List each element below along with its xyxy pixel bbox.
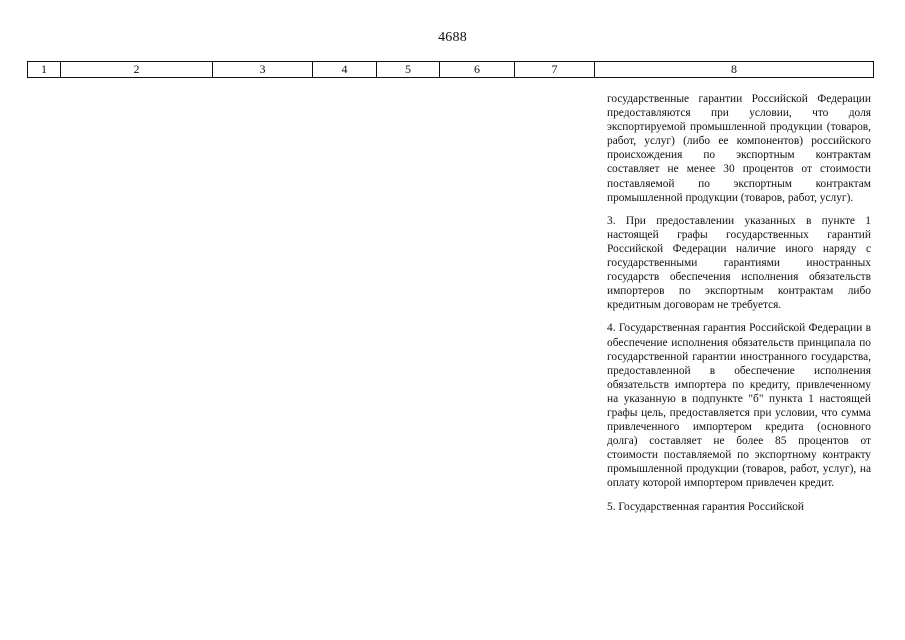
- column-number-6: 6: [440, 62, 515, 77]
- column-number-7: 7: [515, 62, 595, 77]
- column-number-8: 8: [731, 62, 737, 76]
- column-number-5: 5: [377, 62, 440, 77]
- page-number: 4688: [438, 30, 467, 45]
- column-number-2: 2: [61, 62, 213, 77]
- paragraph-item-5: 5. Государственная гарантия Российской: [607, 500, 804, 513]
- paragraph-item-4: 4. Государственная гарантия Российской Федерации в обеспечение исполнения обязательств принципала по государственной гарантии иностранного государства, предоставленной в обеспечение исполнения обязательств импортера по кредиту, привлеченному на указанную в подпункте "б" пункта 1 настоящей графы цель, предоставляется при условии, что сумма привлеченного импортером кредита (основного долга) составляет не более 85 процентов от стоимости поставляемой по экспортному контракту промышленной продукции (товаров, работ, услуг), на оплату которой импортером привлечен кредит.: [607, 322, 871, 490]
- column-8-text: [607, 92, 871, 523]
- table-column-header: [27, 61, 874, 78]
- paragraph-item-3: 3. При предоставлении указанных в пункте 1 настоящей графы государственных гарантий Российской Федерации наличие иного наряду с государственными гарантиями иностранных государств обеспечения исполнения обязательств импортеров по экспортным контрактам либо кредитным договорам не требуется.: [607, 214, 871, 312]
- column-number-4: 4: [313, 62, 377, 77]
- column-number-3: 3: [213, 62, 313, 77]
- paragraph-continuation: государственные гарантии Российской Федерации предоставляются при условии, что доля экспортируемой промышленной продукции (товаров, работ, услуг) (либо ее компонентов) российского происхождения по экспортным контрактам составляет не менее 30 процентов от стоимости поставляемой по экспортным контрактам промышленной продукции (товаров, работ, услуг).: [607, 93, 871, 204]
- column-number-1: 1: [28, 62, 61, 77]
